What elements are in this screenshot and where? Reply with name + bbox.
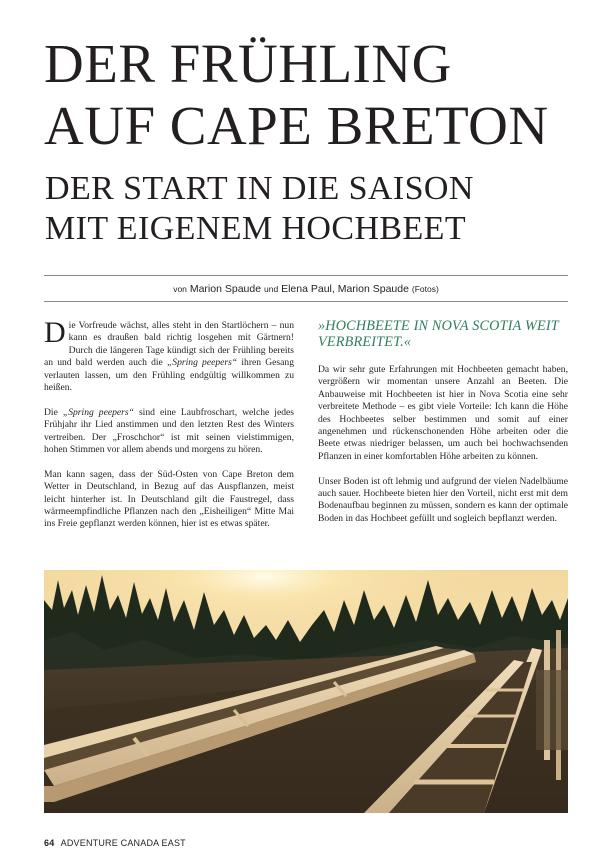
paragraph-intro [44,316,294,394]
byline-rule-top [44,275,568,276]
drop-cap: D [44,316,66,349]
article-column-left [44,316,294,543]
byline-author-1: Marion Spaude [189,283,262,295]
page-footer [44,838,186,849]
paragraph-intro-end: ihren Gesang verlauten lassen, um den Frühling endgültig willkommen zu heißen. [44,357,294,394]
paragraph-intro-text: ie Vorfreude wächst, alles steht in den Startlöchern – nun kann es draußen bald richtig losgehen mit Gärtnern! Durch die längeren Tage kündigt sich der Frühling bereits an und bald werden auch die [44,320,294,369]
paragraph-raised-beds: Da wir sehr gute Erfahrungen mit Hochbeeten gemacht haben, vergrößern wir momentan unsere Anzahl an Beeten. Die Anbauweise mit Hochbeeten ist hier in Nova Scotia eine sehr verbreitete Methode – es gibt viele Vorteile: Ich kann die Höhe des Hochbeetes selber bestimmen und somit auf einer angenehmen und rückenschonenden Höhe arbeiten oder die Beete etwas niedriger belassen, um auch bei hochwachsenden Pflanzen in einer komfortablen Höhe arbeiten zu können. [318,364,568,462]
pull-quote: »HOCHBEETE IN NOVA SCOTIA WEIT VERBREITET.« [318,318,559,350]
emphasis-spring-peepers: „Spring peepers“ [166,357,238,369]
headline-line-1: DER FRÜHLING [44,33,452,94]
subheadline-line-2: MIT EIGENEM HOCHBEET [45,210,466,247]
paragraph-2-start: Die [44,406,63,418]
magazine-name: ADVENTURE CANADA EAST [60,838,186,848]
byline-und: und [263,284,279,294]
paragraph-weather: Man kann sagen, dass der Süd-Osten von Cape Breton dem Wetter in Deutschland, in Bezug auf das Auspflanzen, meist leicht hinterher ist. In Deutschland gilt die Faustregel, dass wärmeempfindliche Pflanzen nach den „Eisheiligen“ Mitte Mai ins Freie gepflanzt werden können, hier ist es etwas später. [44,468,294,530]
page-number: 64 [44,838,55,848]
byline-von: von [173,284,187,294]
paragraph-soil: Unser Boden ist oft lehmig und aufgrund der vielen Nadelbäume auch sauer. Hochbeete bieten hier den Vorteil, nicht erst mit dem Bodenaufbau beginnen zu müssen, sondern es kann der optimale Boden in das Hochbeet gefüllt und sogleich bepflanzt werden. [318,475,568,524]
byline-fotos: (Fotos) [411,284,439,294]
emphasis-spring-peepers-2: „Spring peepers“ [62,406,134,418]
paragraph-2-end: sind eine Laubfroschart, welche jedes Frühjahr ihr Lied anstimmen und den letzten Rest des Winters vertreiben. Der „Froschchor“ ist mit seinen vielstimmigen, hohen Stimmen vor allem abends und morgens zu hören. [44,406,294,456]
headline-line-2: AUF CAPE BRETON [44,95,549,156]
byline [44,283,568,296]
byline-rule-bottom [44,301,568,302]
article-column-right [318,320,568,538]
byline-author-2: Elena Paul, Marion Spaude [281,283,409,295]
subheadline-line-1: DER START IN DIE SAISON [45,170,474,207]
paragraph-spring-peepers [44,407,294,457]
raised-beds-photo [44,570,568,813]
